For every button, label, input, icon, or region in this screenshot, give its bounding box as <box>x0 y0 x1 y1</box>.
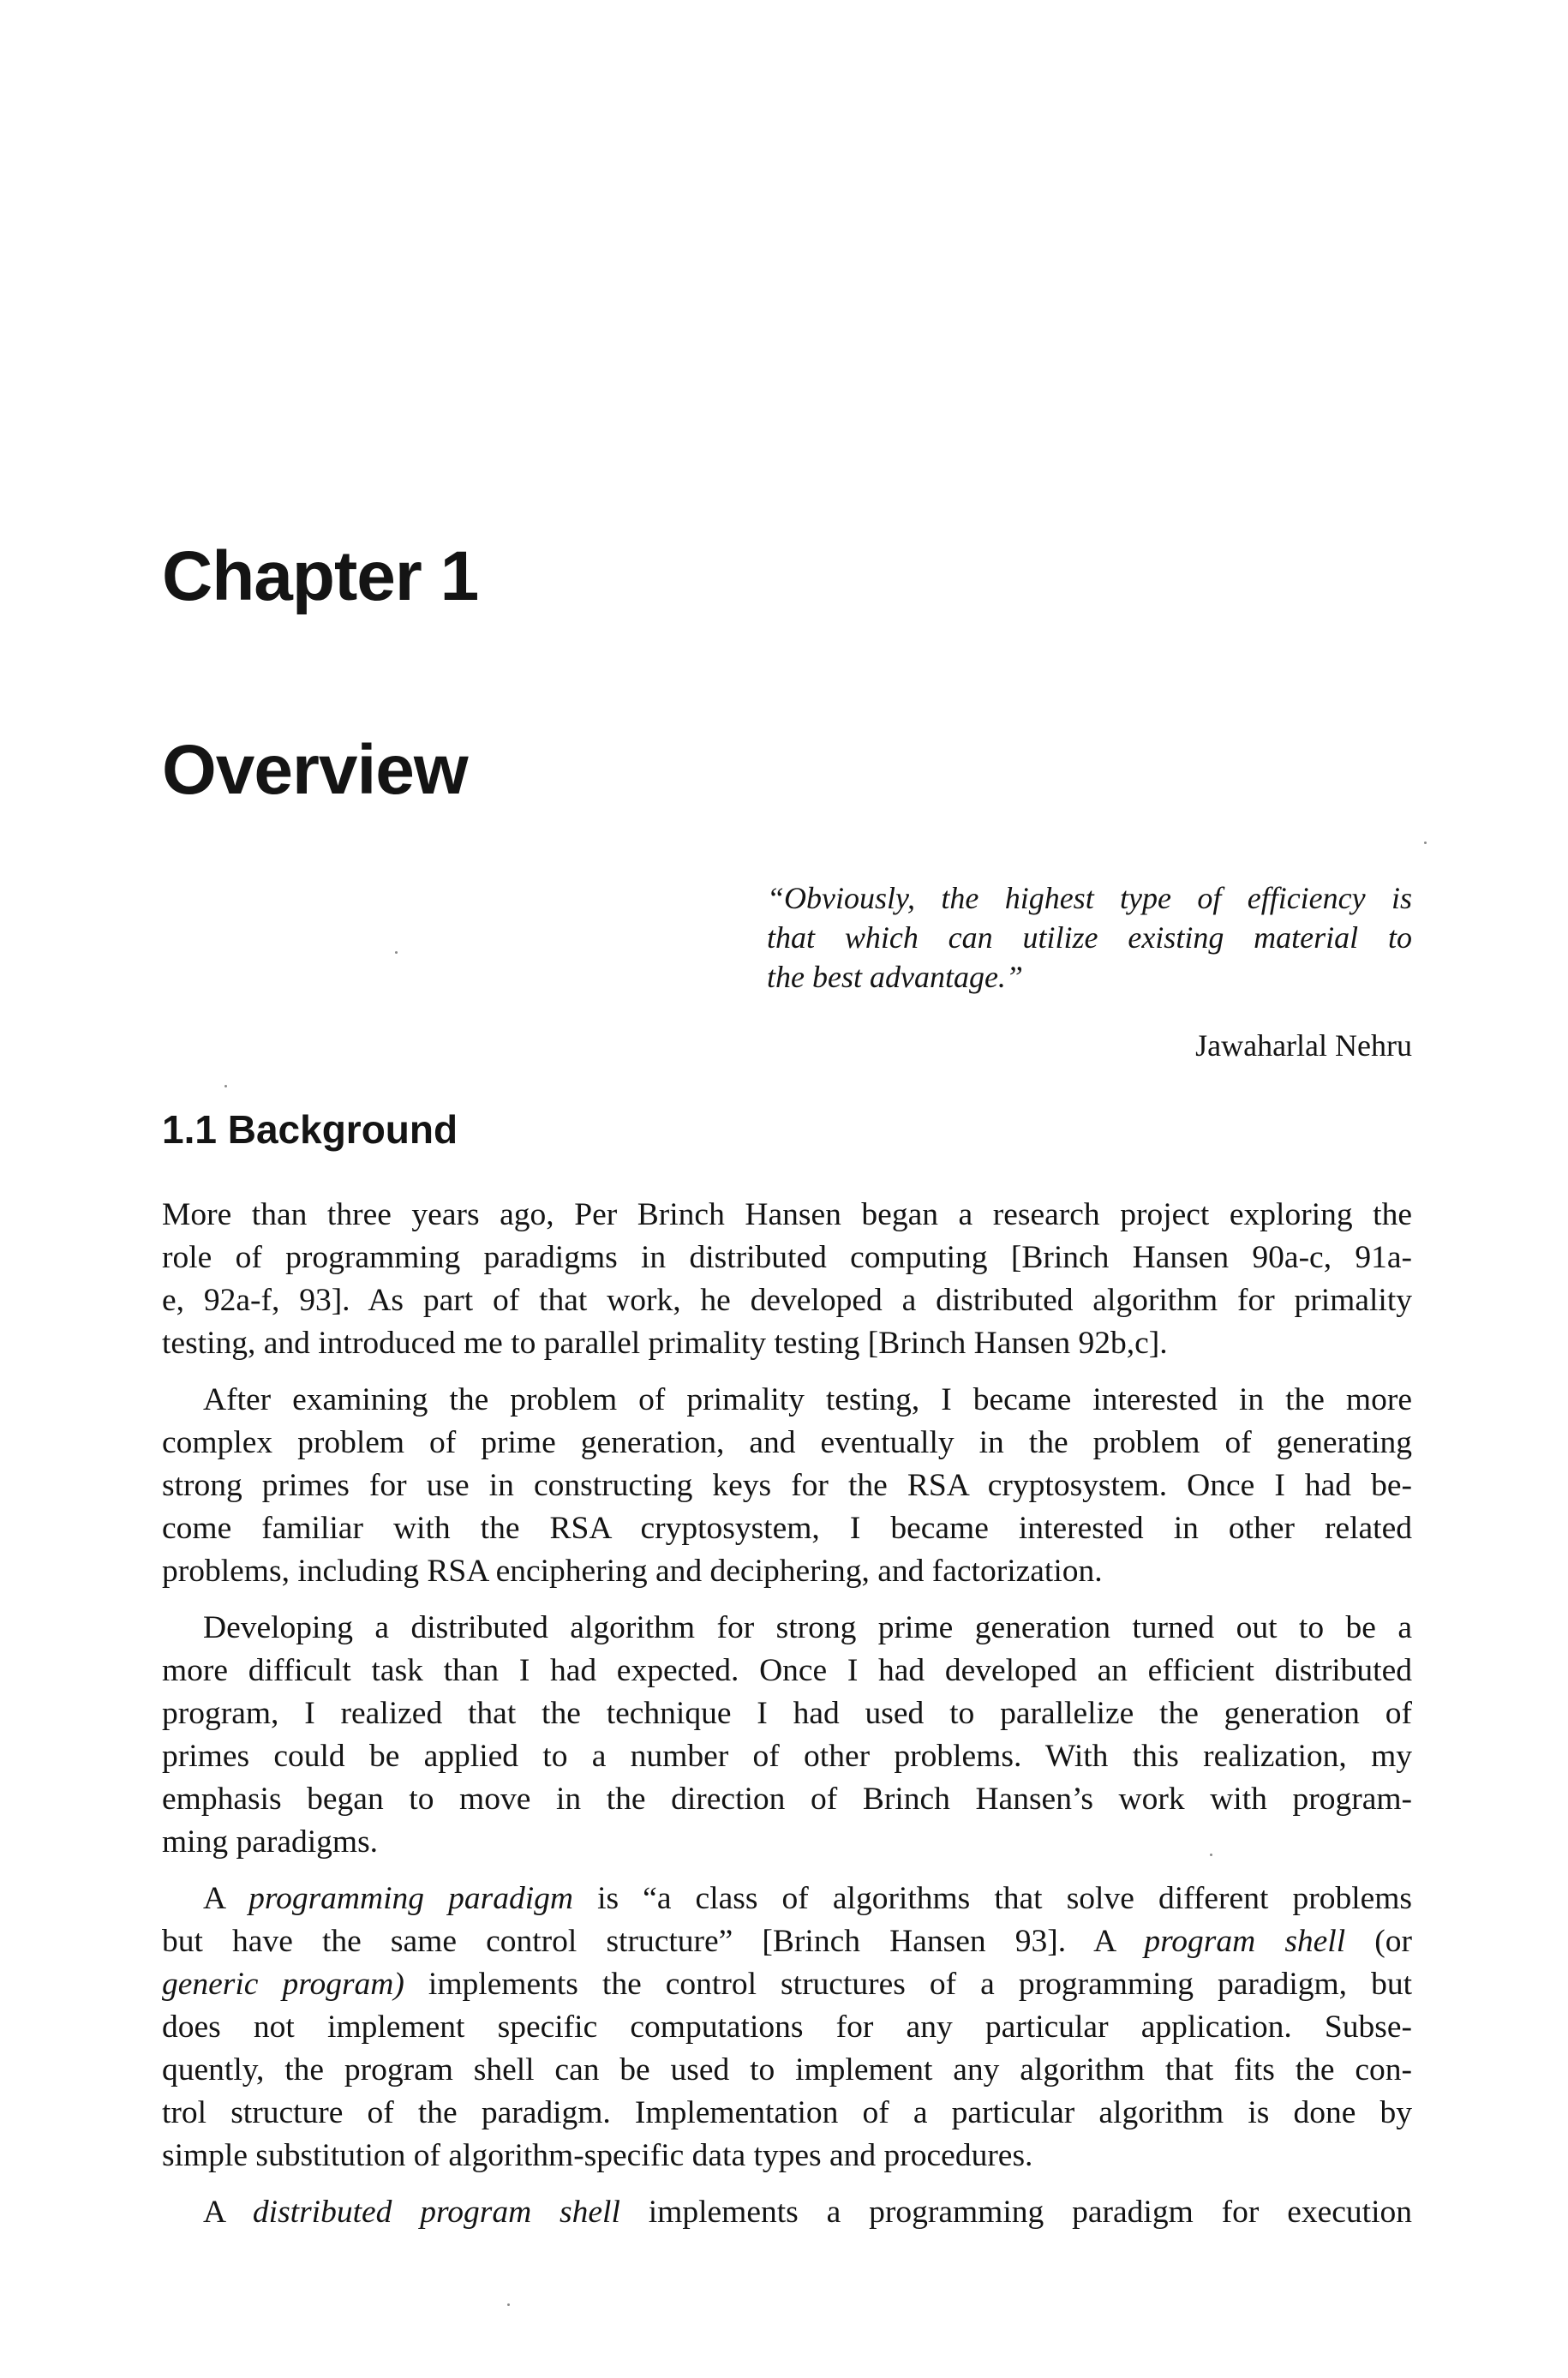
text-line <box>162 1878 1412 1920</box>
epigraph-line: the best advantage.” <box>767 960 1023 994</box>
text-line: more difficult task than I had expected. Once I had developed an efficient distributed <box>162 1653 1412 1688</box>
term-emphasis: generic program) <box>162 1967 404 2002</box>
text-segment: implements a programming paradigm for execution <box>648 2195 1413 2230</box>
text-line: e, 92a-f, 93]. As part of that work, he developed a distributed algorithm for primality <box>162 1283 1412 1318</box>
paragraph <box>162 1878 1412 2177</box>
text-line <box>162 1920 1412 1963</box>
text-line: Developing a distributed algorithm for strong prime generation turned out to be a <box>203 1610 1412 1645</box>
text-line: strong primes for use in constructing keys for the RSA cryptosystem. Once I had be- <box>162 1468 1412 1503</box>
text-line: complex problem of prime generation, and eventually in the problem of generating <box>162 1425 1412 1460</box>
text-line: program, I realized that the technique I had used to parallelize the generation of <box>162 1696 1412 1731</box>
paragraph <box>162 1607 1412 1864</box>
epigraph-quote <box>767 878 1412 997</box>
text-segment: is “a class of algorithms that solve different problems <box>597 1881 1413 1916</box>
paragraph <box>162 1379 1412 1593</box>
text-line <box>162 1963 1412 2006</box>
epigraph-line: “Obviously, the highest type of efficiency is <box>767 881 1412 915</box>
scan-speck <box>224 1085 227 1087</box>
term-emphasis: programming paradigm <box>248 1881 573 1916</box>
term-emphasis: program shell <box>1144 1924 1346 1959</box>
chapter-title: Overview <box>162 731 468 809</box>
text-line: testing, and introduced me to parallel primality testing [Brinch Hansen 92b,c]. <box>162 1326 1168 1361</box>
scan-speck <box>1424 842 1427 844</box>
chapter-label: Chapter 1 <box>162 537 479 615</box>
text-line: primes could be applied to a number of other problems. With this realization, my <box>162 1739 1412 1774</box>
term-emphasis: distributed program shell <box>252 2195 620 2230</box>
text-segment: implements the control structures of a programming paradigm, but <box>428 1967 1412 2002</box>
paragraph <box>162 2191 1412 2234</box>
text-line <box>162 2191 1412 2234</box>
text-line: does not implement specific computations for any particular application. Subse- <box>162 2010 1412 2045</box>
text-line: trol structure of the paradigm. Implementation of a particular algorithm is done by <box>162 2095 1412 2130</box>
section-heading: 1.1 Background <box>162 1107 458 1152</box>
text-line: ming paradigms. <box>162 1824 379 1860</box>
body-text <box>162 1194 1412 2248</box>
epigraph <box>767 878 1412 1065</box>
text-line: simple substitution of algorithm-specific data types and procedures. <box>162 2138 1033 2173</box>
text-segment: (or <box>1374 1924 1413 1959</box>
text-line: quently, the program shell can be used to implement any algorithm that fits the con- <box>162 2052 1412 2087</box>
text-line: role of programming paradigms in distributed computing [Brinch Hansen 90a-c, 91a- <box>162 1240 1412 1275</box>
scan-speck <box>507 2303 510 2306</box>
scan-speck <box>1210 1854 1212 1856</box>
text-line: After examining the problem of primality testing, I became interested in the more <box>203 1382 1412 1417</box>
text-line: come familiar with the RSA cryptosystem, I became interested in other related <box>162 1511 1412 1546</box>
scan-speck <box>395 951 398 954</box>
epigraph-author: Jawaharlal Nehru <box>1195 1028 1412 1063</box>
paragraph <box>162 1194 1412 1365</box>
text-segment: but have the same control structure” [Brinch Hansen 93]. A <box>162 1924 1116 1959</box>
text-segment: A <box>203 2195 225 2230</box>
text-line: emphasis began to move in the direction of Brinch Hansen’s work with program- <box>162 1782 1412 1817</box>
text-line: More than three years ago, Per Brinch Hansen began a research project exploring the <box>162 1197 1412 1232</box>
epigraph-line: that which can utilize existing material to <box>767 920 1412 955</box>
text-segment: A <box>203 1881 225 1916</box>
text-line: problems, including RSA enciphering and deciphering, and factorization. <box>162 1554 1103 1589</box>
